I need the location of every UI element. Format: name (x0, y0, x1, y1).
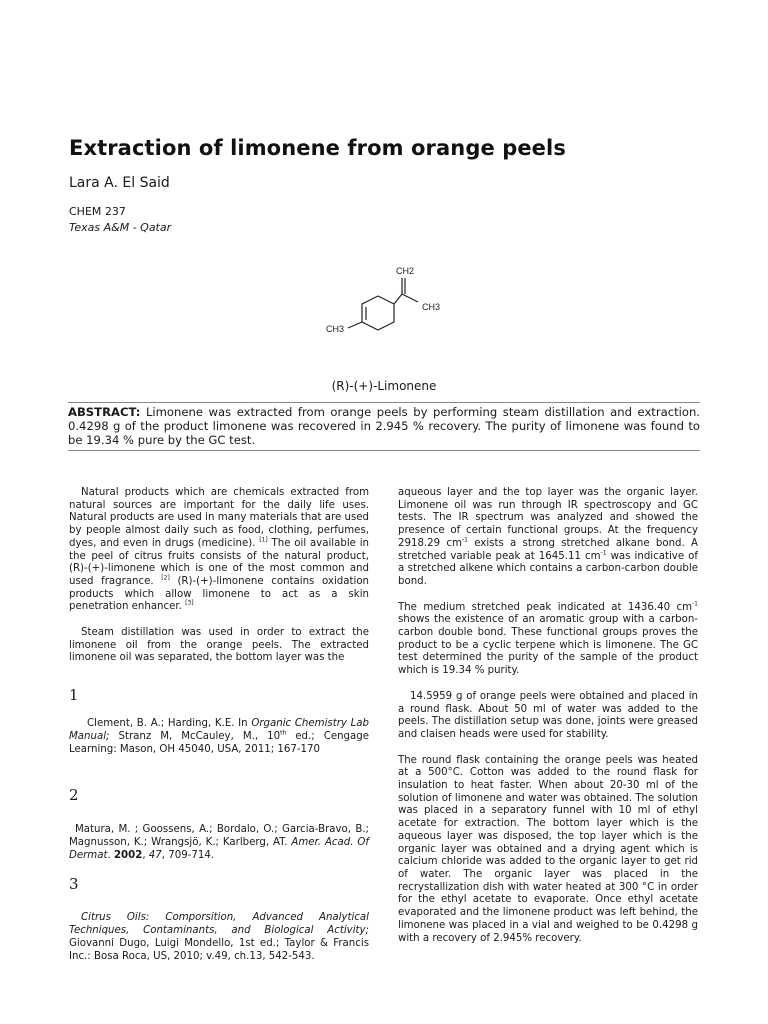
reference-number-3: 3 (69, 875, 79, 893)
right-paragraph-2: The medium stretched peak indicated at 1436.40 $cm^{-1}$ shows the existence of an aromatic group with a carbon-carbon double bond. These functional groups proves the product to be a cyclic terpene which is limonene. The GC test determined the purity of the sample of the product which is 19.34 % purity. (398, 600, 698, 677)
reference-3: Citrus Oils: Comporsition, Advanced Analytical Techniques, Contaminants, and Biological Activity; Giovanni Dugo, Luigi Mondello, 1st ed.; Taylor & Francis Inc.: Bosa Roca, US, 2010; v.49, ch.13, 542-543. (69, 912, 369, 962)
reference-2: Matura, M. ; Goossens, A.; Bordalo, O.; Garcia-Bravo, B.; Magnusson, K.; Wrangsjö, K.; Karlberg, AT. Amer. Acad. Of Dermat. 2002, 47, 709-714. (69, 824, 369, 861)
author-name: Lara A. El Said (69, 175, 170, 191)
left-paragraph-1: Natural products which are chemicals extracted from natural sources are important for the daily life uses. Natural products are used in many materials that are used by people almost daily such as food, clothing, perfumes, dyes, and even in drugs (medicine). [1] The oil available in the peel of citrus fruits consists of the natural product, (R)-(+)-limonene which is one of the most common and used fragrance. [2] (R)-(+)-limonene contains oxidation products which allow limonene to act as a skin penetration enhancer. [3] (69, 487, 370, 613)
ch3-left-label: CH3 (326, 324, 345, 334)
institution: Texas A&M - Qatar (69, 221, 172, 234)
citation-2: [2] (161, 574, 170, 582)
left-column (69, 487, 369, 665)
course-code: CHEM 237 (69, 205, 126, 218)
reference-number-1: 1 (69, 686, 79, 704)
abstract-label: ABSTRACT: (68, 405, 141, 419)
abstract-text: Limonene was extracted from orange peels by performing steam distillation and extraction. 0.4298 g of the product limonene was recovered in 2.945 % recovery. The purity of limonene was found to be 19.34 % pure by the GC test. (68, 405, 700, 447)
ch2-label: CH2 (396, 266, 415, 276)
reference-1: Clement, B. A.; Harding, K.E. In Organic Chemistry Lab Manual; Stranz M, McCauley, M., 10th ed.; Cengage Learning: Mason, OH 45040, USA, 2011; 167-170 (69, 718, 370, 755)
abstract-box (68, 402, 700, 451)
paper-title: Extraction of limonene from orange peels (69, 136, 566, 160)
right-paragraph-3: 14.5959 g of orange peels were obtained and placed in a round flask. About 50 ml of water was added to the peels. The distillation setup was done, joints were greased and claisen heads were used for stability. (398, 690, 698, 740)
left-paragraph-2: Steam distillation was used in order to extract the limonene oil from the orange peels. The extracted limonene oil was separated, the bottom layer was the (69, 627, 369, 664)
citation-1: [1] (259, 536, 268, 544)
right-column (398, 487, 698, 945)
citation-3: [3] (185, 599, 194, 607)
isopropenyl-bond (394, 294, 402, 304)
ring-bond (362, 296, 394, 330)
right-paragraph-4: The round flask containing the orange peels was heated at a 500°C. Cotton was added to the round flask for insulation to heat faster. When about 20-30 ml of the solution of limonene and water was obtained. The solution was placed in a separatory funnel with 10 ml of ethyl acetate for extraction. The bottom layer which is the aqueous layer was disposed, the top layer which is the organic layer was obtained and a drying agent which is calcium chloride was added to the organic layer to get rid of water. The organic layer was placed in the recrystallization dish with water heated at 300 °C in order for the ethyl acetate to evaporate. Once ethyl acetate evaporated and the limonene product was left behind, the limonene was placed in a vial and weighed to be 0.4298 g with a recovery of 2.945% recovery. (398, 754, 698, 944)
ch3-right-label: CH3 (422, 302, 441, 312)
reference-number-2: 2 (69, 786, 79, 804)
figure-caption: (R)-(+)-Limonene (331, 379, 437, 393)
limonene-structure (318, 250, 450, 346)
ch3-bond (402, 294, 418, 302)
methyl-bond (348, 322, 362, 328)
right-paragraph-1: aqueous layer and the top layer was the organic layer. Limonene oil was run through IR spectroscopy and GC tests. The IR spectrum was analyzed and showed the presence of certain functional groups. At the frequency 2918.29 $cm^{-1}$ exists a strong stretched alkane bond. A stretched variable peak at 1645.11 $cm^{-1}$ was indicative of a stretched alkene which contains a carbon-carbon double bond. (398, 487, 698, 587)
